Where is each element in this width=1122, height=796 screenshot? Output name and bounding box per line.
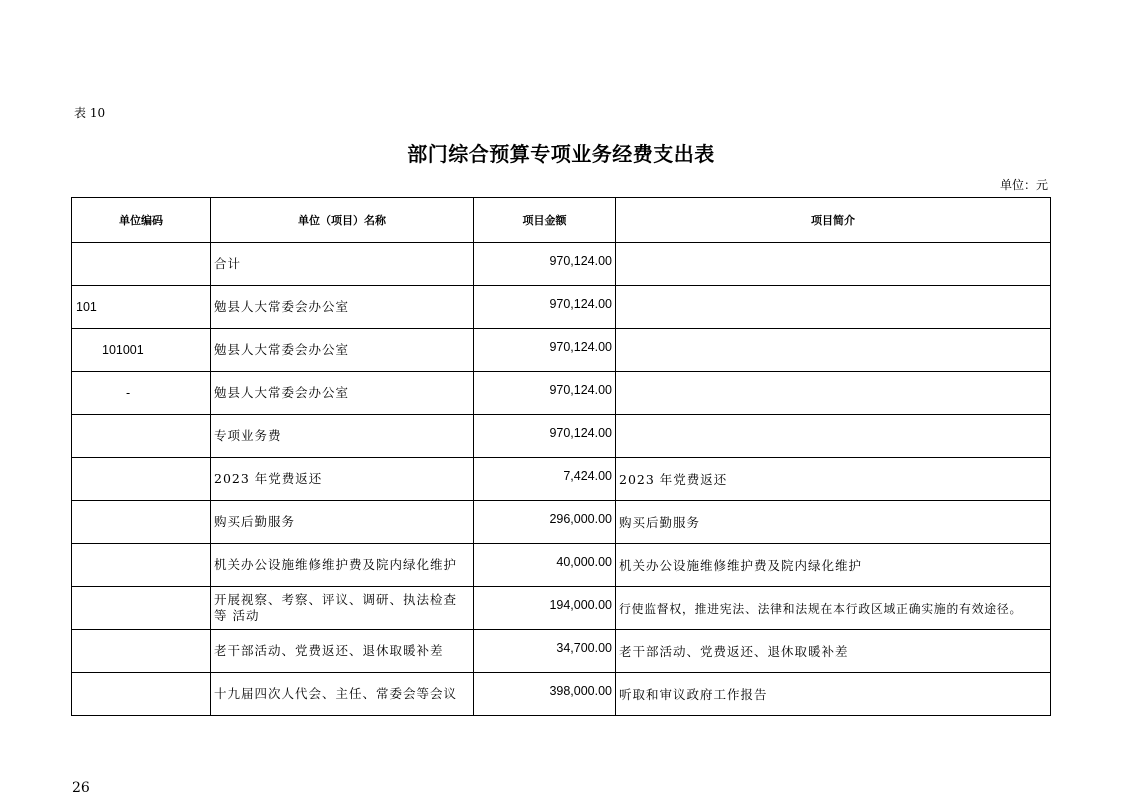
- page-number: 26: [72, 780, 90, 796]
- page-title: 部门综合预算专项业务经费支出表: [407, 142, 715, 166]
- amount-value: 970,124.00: [549, 383, 612, 397]
- amount-value: 970,124.00: [549, 426, 612, 440]
- amount-cell: [474, 587, 616, 630]
- amount-value: 296,000.00: [549, 512, 612, 526]
- name-cell: 购买后勤服务: [211, 501, 474, 544]
- name-cell: 开展视察、考察、评议、调研、执法检查等 活动: [211, 587, 474, 630]
- amount-value: 398,000.00: [549, 684, 612, 698]
- amount-cell: [474, 673, 616, 716]
- name-cell: 十九届四次人代会、主任、常委会等会议: [211, 673, 474, 716]
- amount-value: 34,700.00: [556, 641, 612, 655]
- table-label: 表 10: [74, 106, 106, 120]
- intro-cell: 购买后勤服务: [616, 501, 1051, 544]
- unit-code-cell: [72, 673, 211, 716]
- amount-cell: [474, 458, 616, 501]
- amount-value: 40,000.00: [556, 555, 612, 569]
- amount-cell: [474, 286, 616, 329]
- table-row: [72, 587, 1051, 630]
- amount-cell: [474, 372, 616, 415]
- header-row: [72, 198, 1051, 243]
- intro-cell: 行使监督权，推进宪法、法律和法规在本行政区域正确实施的有效途径。: [616, 587, 1051, 630]
- intro-cell: [616, 415, 1051, 458]
- table-row: [72, 673, 1051, 716]
- amount-cell: [474, 630, 616, 673]
- table-row: [72, 415, 1051, 458]
- amount-cell: [474, 243, 616, 286]
- table-row: [72, 630, 1051, 673]
- name-cell: 勉县人大常委会办公室: [211, 372, 474, 415]
- unit-code-cell: 101: [72, 286, 211, 329]
- column-header-unit-code: 单位编码: [72, 198, 211, 243]
- intro-cell: 听取和审议政府工作报告: [616, 673, 1051, 716]
- table-row: [72, 372, 1051, 415]
- unit-code-cell: [72, 458, 211, 501]
- amount-cell: [474, 501, 616, 544]
- intro-cell: 2023 年党费返还: [616, 458, 1051, 501]
- name-cell: 合计: [211, 243, 474, 286]
- name-cell: 勉县人大常委会办公室: [211, 286, 474, 329]
- column-header-amount: 项目金额: [474, 198, 616, 243]
- unit-code-cell: [72, 415, 211, 458]
- column-header-name: 单位（项目）名称: [211, 198, 474, 243]
- unit-code-cell: [72, 587, 211, 630]
- table-row: [72, 286, 1051, 329]
- intro-cell: [616, 243, 1051, 286]
- intro-cell: [616, 372, 1051, 415]
- unit-code-cell: [72, 243, 211, 286]
- name-cell: 专项业务费: [211, 415, 474, 458]
- unit-label: 单位：元: [999, 178, 1048, 192]
- amount-value: 970,124.00: [549, 340, 612, 354]
- unit-code-cell: 101001: [72, 329, 211, 372]
- table-row: [72, 501, 1051, 544]
- name-cell: 老干部活动、党费返还、退休取暖补差: [211, 630, 474, 673]
- table-row: [72, 329, 1051, 372]
- amount-cell: [474, 415, 616, 458]
- budget-table: [71, 197, 1051, 716]
- amount-value: 194,000.00: [549, 598, 612, 612]
- amount-cell: [474, 329, 616, 372]
- intro-cell: [616, 286, 1051, 329]
- column-header-intro: 项目简介: [616, 198, 1051, 243]
- amount-value: 970,124.00: [549, 297, 612, 311]
- unit-code-cell: [72, 501, 211, 544]
- table-row: [72, 544, 1051, 587]
- unit-code-cell: -: [72, 372, 211, 415]
- amount-value: 7,424.00: [563, 469, 612, 483]
- amount-value: 970,124.00: [549, 254, 612, 268]
- name-cell: 2023 年党费返还: [211, 458, 474, 501]
- intro-cell: 机关办公设施维修维护费及院内绿化维护: [616, 544, 1051, 587]
- unit-code-cell: [72, 544, 211, 587]
- intro-cell: [616, 329, 1051, 372]
- intro-cell: 老干部活动、党费返还、退休取暖补差: [616, 630, 1051, 673]
- unit-code-cell: [72, 630, 211, 673]
- name-cell: 机关办公设施维修维护费及院内绿化维护: [211, 544, 474, 587]
- name-cell: 勉县人大常委会办公室: [211, 329, 474, 372]
- table-row: [72, 243, 1051, 286]
- amount-cell: [474, 544, 616, 587]
- table-row: [72, 458, 1051, 501]
